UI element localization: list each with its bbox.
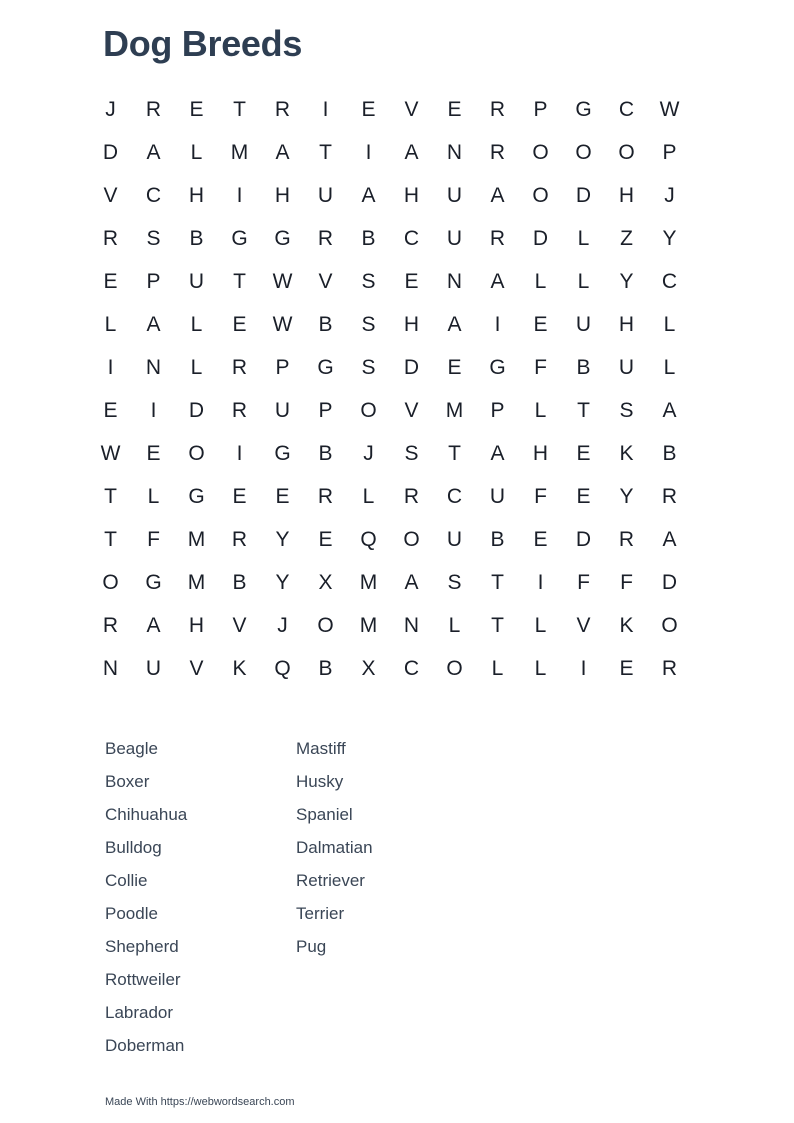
grid-cell: R	[231, 356, 248, 379]
grid-cell: D	[575, 184, 592, 207]
grid-cell: E	[533, 528, 548, 551]
grid-cell: T	[577, 399, 590, 422]
grid-cell: D	[403, 356, 420, 379]
footer-credit: Made With https://webwordsearch.com	[105, 1096, 295, 1108]
grid-cell: S	[361, 313, 376, 336]
grid-cell: M	[187, 571, 206, 594]
grid-cell: L	[448, 614, 461, 637]
grid-cell: G	[489, 356, 506, 379]
grid-cell: W	[272, 270, 293, 293]
grid-cell: S	[447, 571, 462, 594]
grid-cell: E	[275, 485, 290, 508]
grid-cell: T	[491, 614, 504, 637]
grid-cell: O	[360, 399, 377, 422]
grid-cell: R	[102, 614, 119, 637]
grid-cell: R	[618, 528, 635, 551]
grid-cell: O	[575, 141, 592, 164]
grid-cell: E	[576, 485, 591, 508]
grid-cell: V	[404, 98, 419, 121]
page-title: Dog Breeds	[103, 23, 303, 64]
grid-cell: Y	[662, 227, 677, 250]
grid-cell: S	[361, 270, 376, 293]
grid-cell: T	[104, 485, 117, 508]
grid-cell: E	[232, 313, 247, 336]
grid-cell: V	[404, 399, 419, 422]
grid-cell: L	[190, 313, 203, 336]
grid-cell: G	[274, 442, 291, 465]
grid-cell: R	[102, 227, 119, 250]
grid-cell: R	[661, 485, 678, 508]
grid-cell: I	[150, 399, 157, 422]
word-list-column	[296, 737, 487, 1067]
grid-cell: A	[490, 270, 505, 293]
grid-cell: M	[230, 141, 249, 164]
grid-cell: W	[100, 442, 121, 465]
grid-cell: E	[103, 270, 118, 293]
grid-cell: S	[361, 356, 376, 379]
grid-cell: R	[489, 227, 506, 250]
grid-cell: N	[446, 141, 463, 164]
grid-cell: M	[359, 614, 378, 637]
grid-cell: R	[489, 141, 506, 164]
grid-cell: J	[363, 442, 374, 465]
grid-cell: R	[317, 227, 334, 250]
grid-cell: P	[533, 98, 548, 121]
grid-cell: R	[317, 485, 334, 508]
letter-grid	[89, 88, 691, 690]
grid-cell: R	[489, 98, 506, 121]
grid-cell: U	[446, 184, 463, 207]
grid-cell: D	[661, 571, 678, 594]
grid-cell: P	[146, 270, 161, 293]
grid-cell: Y	[275, 571, 290, 594]
grid-cell: L	[362, 485, 375, 508]
grid-cell: E	[189, 98, 204, 121]
word-list-item: Mastiff	[296, 739, 346, 758]
grid-cell: O	[661, 614, 678, 637]
word-list-column	[105, 737, 296, 1067]
grid-cell: I	[236, 442, 243, 465]
grid-cell: D	[102, 141, 119, 164]
grid-cell: K	[232, 657, 247, 680]
grid-cell: R	[403, 485, 420, 508]
grid-cell: T	[491, 571, 504, 594]
grid-cell: G	[145, 571, 162, 594]
word-list-item: Shepherd	[105, 937, 179, 956]
grid-cell: V	[576, 614, 591, 637]
word-list-item: Pug	[296, 937, 327, 956]
grid-cell: W	[272, 313, 293, 336]
grid-cell: V	[103, 184, 118, 207]
word-list-item: Collie	[105, 871, 148, 890]
grid-cell: G	[188, 485, 205, 508]
grid-cell: B	[361, 227, 376, 250]
grid-cell: U	[317, 184, 334, 207]
grid-cell: E	[619, 657, 634, 680]
grid-cell: T	[233, 270, 246, 293]
grid-cell: U	[575, 313, 592, 336]
grid-cell: K	[619, 442, 634, 465]
grid-cell: E	[318, 528, 333, 551]
grid-cell: H	[188, 184, 205, 207]
grid-cell: T	[104, 528, 117, 551]
grid-cell: Y	[619, 270, 634, 293]
grid-cell: O	[102, 571, 119, 594]
grid-cell: A	[662, 528, 677, 551]
word-list-item: Poodle	[105, 904, 158, 923]
grid-cell: A	[361, 184, 376, 207]
grid-cell: C	[403, 657, 420, 680]
grid-cell: L	[491, 657, 504, 680]
grid-cell: C	[661, 270, 678, 293]
grid-cell: S	[404, 442, 419, 465]
grid-cell: A	[490, 184, 505, 207]
grid-cell: I	[537, 571, 544, 594]
word-list-item: Chihuahua	[105, 805, 188, 824]
grid-cell: H	[532, 442, 549, 465]
grid-cell: L	[534, 270, 547, 293]
grid-cell: A	[275, 141, 290, 164]
grid-cell: W	[659, 98, 680, 121]
grid-cell: F	[577, 571, 590, 594]
grid-cell: T	[319, 141, 332, 164]
grid-cell: P	[662, 141, 677, 164]
grid-cell: L	[577, 270, 590, 293]
grid-cell: L	[190, 141, 203, 164]
word-list-item: Retriever	[296, 871, 365, 890]
grid-cell: L	[104, 313, 117, 336]
grid-cell: Z	[620, 227, 633, 250]
grid-cell: A	[146, 313, 161, 336]
grid-cell: F	[147, 528, 160, 551]
grid-cell: U	[145, 657, 162, 680]
grid-cell: B	[662, 442, 677, 465]
grid-cell: Q	[274, 657, 291, 680]
grid-cell: R	[231, 399, 248, 422]
grid-cell: U	[489, 485, 506, 508]
grid-cell: D	[532, 227, 549, 250]
grid-cell: A	[662, 399, 677, 422]
grid-cell: D	[575, 528, 592, 551]
grid-cell: A	[490, 442, 505, 465]
word-list-item: Boxer	[105, 772, 150, 791]
grid-cell: C	[618, 98, 635, 121]
grid-cell: N	[145, 356, 162, 379]
word-list-item: Rottweiler	[105, 970, 181, 989]
grid-cell: U	[274, 399, 291, 422]
grid-cell: O	[532, 141, 549, 164]
grid-cell: B	[318, 657, 333, 680]
grid-cell: X	[361, 657, 376, 680]
grid-cell: E	[232, 485, 247, 508]
grid-cell: M	[187, 528, 206, 551]
grid-cell: U	[618, 356, 635, 379]
grid-cell: E	[146, 442, 161, 465]
grid-cell: I	[580, 657, 587, 680]
grid-cell: C	[403, 227, 420, 250]
grid-cell: E	[447, 356, 462, 379]
grid-cell: E	[103, 399, 118, 422]
grid-cell: L	[663, 356, 676, 379]
grid-cell: L	[190, 356, 203, 379]
grid-cell: B	[318, 442, 333, 465]
grid-cell: C	[145, 184, 162, 207]
grid-cell: R	[274, 98, 291, 121]
grid-cell: F	[534, 485, 547, 508]
grid-cell: B	[490, 528, 505, 551]
grid-cell: E	[576, 442, 591, 465]
grid-cell: K	[619, 614, 634, 637]
grid-cell: U	[446, 227, 463, 250]
grid-cell: G	[274, 227, 291, 250]
grid-cell: O	[618, 141, 635, 164]
grid-cell: H	[403, 184, 420, 207]
grid-cell: P	[318, 399, 333, 422]
grid-cell: B	[318, 313, 333, 336]
grid-cell: B	[189, 227, 204, 250]
grid-cell: O	[532, 184, 549, 207]
word-list-item: Spaniel	[296, 805, 353, 824]
grid-cell: O	[446, 657, 463, 680]
grid-cell: U	[188, 270, 205, 293]
grid-cell: I	[322, 98, 329, 121]
grid-cell: D	[188, 399, 205, 422]
grid-cell: N	[446, 270, 463, 293]
grid-cell: L	[534, 614, 547, 637]
grid-cell: E	[533, 313, 548, 336]
grid-cell: J	[664, 184, 675, 207]
grid-cell: T	[233, 98, 246, 121]
grid-cell: O	[317, 614, 334, 637]
grid-cell: C	[446, 485, 463, 508]
word-list-item: Labrador	[105, 1003, 174, 1022]
grid-cell: E	[404, 270, 419, 293]
grid-cell: M	[359, 571, 378, 594]
grid-cell: A	[447, 313, 462, 336]
grid-cell: N	[403, 614, 420, 637]
grid-cell: H	[188, 614, 205, 637]
grid-cell: R	[231, 528, 248, 551]
grid-cell: E	[447, 98, 462, 121]
grid-cell: A	[146, 141, 161, 164]
grid-cell: P	[275, 356, 290, 379]
grid-cell: J	[105, 98, 116, 121]
grid-cell: B	[232, 571, 247, 594]
grid-cell: V	[232, 614, 247, 637]
grid-cell: A	[404, 141, 419, 164]
grid-cell: G	[231, 227, 248, 250]
word-list	[105, 737, 487, 1067]
grid-cell: L	[663, 313, 676, 336]
grid-cell: V	[318, 270, 333, 293]
grid-cell: U	[446, 528, 463, 551]
grid-cell: L	[534, 399, 547, 422]
grid-cell: I	[107, 356, 114, 379]
grid-cell: H	[274, 184, 291, 207]
grid-cell: Q	[360, 528, 377, 551]
grid-cell: F	[620, 571, 633, 594]
grid-cell: V	[189, 657, 204, 680]
grid-cell: G	[575, 98, 592, 121]
grid-cell: H	[618, 184, 635, 207]
grid-cell: N	[102, 657, 119, 680]
grid-cell: L	[577, 227, 590, 250]
grid-cell: O	[403, 528, 420, 551]
grid-cell: Y	[275, 528, 290, 551]
grid-cell: A	[404, 571, 419, 594]
word-list-item: Beagle	[105, 739, 158, 758]
word-list-item: Bulldog	[105, 838, 162, 857]
grid-cell: T	[448, 442, 461, 465]
word-list-item: Terrier	[296, 904, 345, 923]
grid-cell: I	[236, 184, 243, 207]
grid-cell: H	[618, 313, 635, 336]
grid-cell: J	[277, 614, 288, 637]
grid-cell: H	[403, 313, 420, 336]
grid-cell: P	[490, 399, 505, 422]
grid-cell: R	[661, 657, 678, 680]
grid-cell: X	[318, 571, 333, 594]
grid-cell: R	[145, 98, 162, 121]
grid-cell: A	[146, 614, 161, 637]
grid-cell: G	[317, 356, 334, 379]
word-list-item: Doberman	[105, 1036, 185, 1055]
grid-cell: I	[494, 313, 501, 336]
grid-cell: O	[188, 442, 205, 465]
grid-cell: L	[147, 485, 160, 508]
grid-cell: I	[365, 141, 372, 164]
grid-cell: L	[534, 657, 547, 680]
grid-cell: F	[534, 356, 547, 379]
grid-cell: S	[619, 399, 634, 422]
grid-cell: M	[445, 399, 464, 422]
grid-cell: B	[576, 356, 591, 379]
grid-cell: Y	[619, 485, 634, 508]
grid-cell: S	[146, 227, 161, 250]
word-list-item: Dalmatian	[296, 838, 373, 857]
word-list-item: Husky	[296, 772, 344, 791]
grid-cell: E	[361, 98, 376, 121]
